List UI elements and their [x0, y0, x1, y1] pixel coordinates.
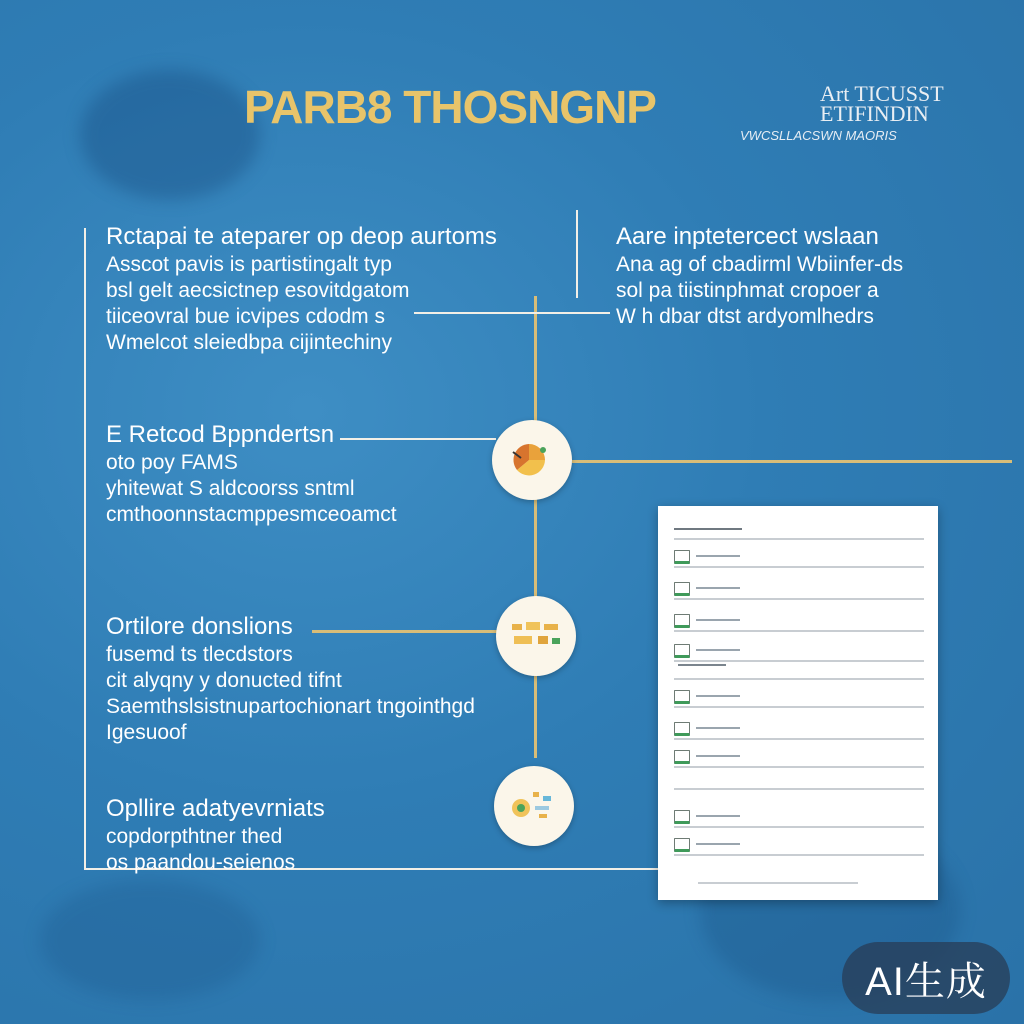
- frame-left-line: [84, 228, 86, 870]
- block-heading: Aare inptetercect wslaan: [616, 223, 879, 250]
- block-line: cit alyqny y donucted tifnt: [106, 669, 342, 692]
- block-line: yhitewat S aldcoorss sntml: [106, 477, 355, 500]
- block-heading: Opllire adatyevrniats: [106, 795, 325, 822]
- doc-footer-line: [698, 882, 858, 884]
- block-line: Saemthslsistnupartochionart tngointhgd: [106, 695, 475, 718]
- doc-rule: [674, 678, 924, 680]
- block-line: copdorpthtner thed: [106, 825, 283, 848]
- doc-checklist-row: [674, 686, 924, 708]
- block-line: os paandou-seienos: [106, 851, 296, 874]
- block-line: sol pa tiistinphmat cropoer a: [616, 279, 879, 302]
- block-heading: Ortilore donslions: [106, 613, 293, 640]
- text-block-4: [106, 794, 325, 876]
- connector-line: [572, 460, 1012, 463]
- column-divider: [576, 210, 578, 298]
- gear-icon: [509, 786, 559, 826]
- doc-checklist-row: [674, 834, 924, 856]
- doc-subheading-line: [678, 664, 726, 666]
- doc-checklist-row: [674, 610, 924, 632]
- doc-checklist-row: [674, 578, 924, 600]
- block-heading: E Retcod Bppndertsn: [106, 421, 335, 448]
- text-block-right: [616, 222, 903, 330]
- block-line: oto poy FAMS: [106, 451, 238, 474]
- bar-chart-icon: [508, 618, 564, 654]
- pie-chart-icon: [509, 440, 555, 480]
- block-line: W h dbar dtst ardyomlhedrs: [616, 305, 874, 328]
- timeline-line: [534, 296, 537, 758]
- page-title: PARB8 THOSNGNP: [244, 81, 656, 133]
- text-block-2: [106, 420, 397, 528]
- background-blot: [80, 70, 260, 200]
- block-line: cmthoonnstacmppesmceoamct: [106, 503, 397, 526]
- title-aside: Art TICUSST ETIFINDIN: [820, 81, 944, 126]
- text-block-3: [106, 612, 475, 746]
- block-line: Wmelcot sleiedbpa cijintechiny: [106, 331, 392, 354]
- document-preview: [658, 506, 938, 900]
- block-heading: Rctapai te ateparer op deop aurtoms: [106, 223, 497, 250]
- doc-checklist-row: [674, 718, 924, 740]
- doc-rule: [674, 788, 924, 790]
- doc-checklist-row: [674, 746, 924, 768]
- subtitle: VWCSLLACSWN MAORIS: [740, 128, 897, 143]
- doc-checklist-row: [674, 640, 924, 662]
- block-line: Igesuoof: [106, 721, 187, 744]
- doc-rule: [674, 538, 924, 540]
- doc-heading-line: [674, 528, 742, 530]
- timeline-node: [496, 596, 576, 676]
- timeline-node: [492, 420, 572, 500]
- block-line: tiiceovral bue icvipes cdodm s: [106, 305, 385, 328]
- text-block-1: [106, 222, 497, 356]
- block-line: Ana ag of cbadirml Wbiinfer-ds: [616, 253, 904, 276]
- doc-checklist-row: [674, 806, 924, 828]
- background-blot: [40, 880, 260, 1000]
- doc-checklist-row: [674, 546, 924, 568]
- timeline-node: [494, 766, 574, 846]
- block-line: Asscot pavis is partistingalt typ: [106, 253, 392, 276]
- ai-generated-badge: AI生成: [842, 942, 1010, 1014]
- block-line: fusemd ts tlecdstors: [106, 643, 293, 666]
- block-line: bsl gelt aecsictnep esovitdgatom: [106, 279, 410, 302]
